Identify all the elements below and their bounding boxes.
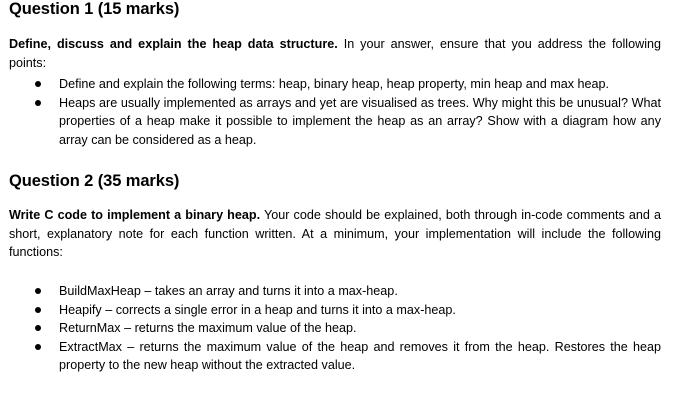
list-item bbox=[0, 301, 661, 320]
list-item bbox=[0, 282, 661, 301]
question-1-intro bbox=[9, 35, 661, 72]
question-1-heading: Question 1 (15 marks) bbox=[9, 0, 180, 18]
question-2-bullet-1: BuildMaxHeap – takes an array and turns it into a max-heap. bbox=[59, 284, 398, 298]
bullet-icon bbox=[35, 325, 41, 331]
question-2-bullet-list bbox=[0, 282, 684, 375]
bullet-icon bbox=[35, 344, 41, 350]
question-2-bullet-3: ReturnMax – returns the maximum value of the heap. bbox=[59, 321, 357, 335]
bullet-icon bbox=[35, 307, 41, 313]
question-2-intro-text: Your code should be explained, both through in-code comments and a short, explanatory note for each function written. At a minimum, your implementation will include the following functions: bbox=[9, 208, 662, 259]
question-1-bullet-1: Define and explain the following terms: heap, binary heap, heap property, min heap and max heap. bbox=[59, 77, 610, 91]
list-item bbox=[0, 94, 661, 150]
list-item bbox=[0, 75, 661, 94]
list-item bbox=[0, 338, 661, 375]
question-1-intro-bold: Define, discuss and explain the heap data structure. bbox=[9, 37, 338, 51]
bullet-icon bbox=[35, 81, 41, 87]
question-2-intro bbox=[9, 206, 661, 262]
question-2-bullet-4: ExtractMax – returns the maximum value of the heap and removes it from the heap. Restores the heap property to the new heap without the extracted value. bbox=[59, 339, 661, 372]
question-2-bullet-2: Heapify – corrects a single error in a heap and turns it into a max-heap. bbox=[59, 302, 456, 317]
question-1-bullet-2: Heaps are usually implemented as arrays and yet are visualised as trees. Why might this be unusual? What properties of a heap make it possible to implement the heap as an array? Show with a diagram how any array can be considered as a heap. bbox=[59, 95, 661, 147]
question-1-bullet-list bbox=[0, 75, 684, 149]
question-2-intro-bold: Write C code to implement a binary heap. bbox=[9, 208, 261, 222]
question-2-heading: Question 2 (35 marks) bbox=[9, 172, 180, 190]
bullet-icon bbox=[35, 100, 41, 106]
bullet-icon bbox=[35, 288, 41, 294]
list-item bbox=[0, 319, 661, 338]
question-1-intro-text: In your answer, ensure that you address the following points: bbox=[9, 37, 661, 70]
